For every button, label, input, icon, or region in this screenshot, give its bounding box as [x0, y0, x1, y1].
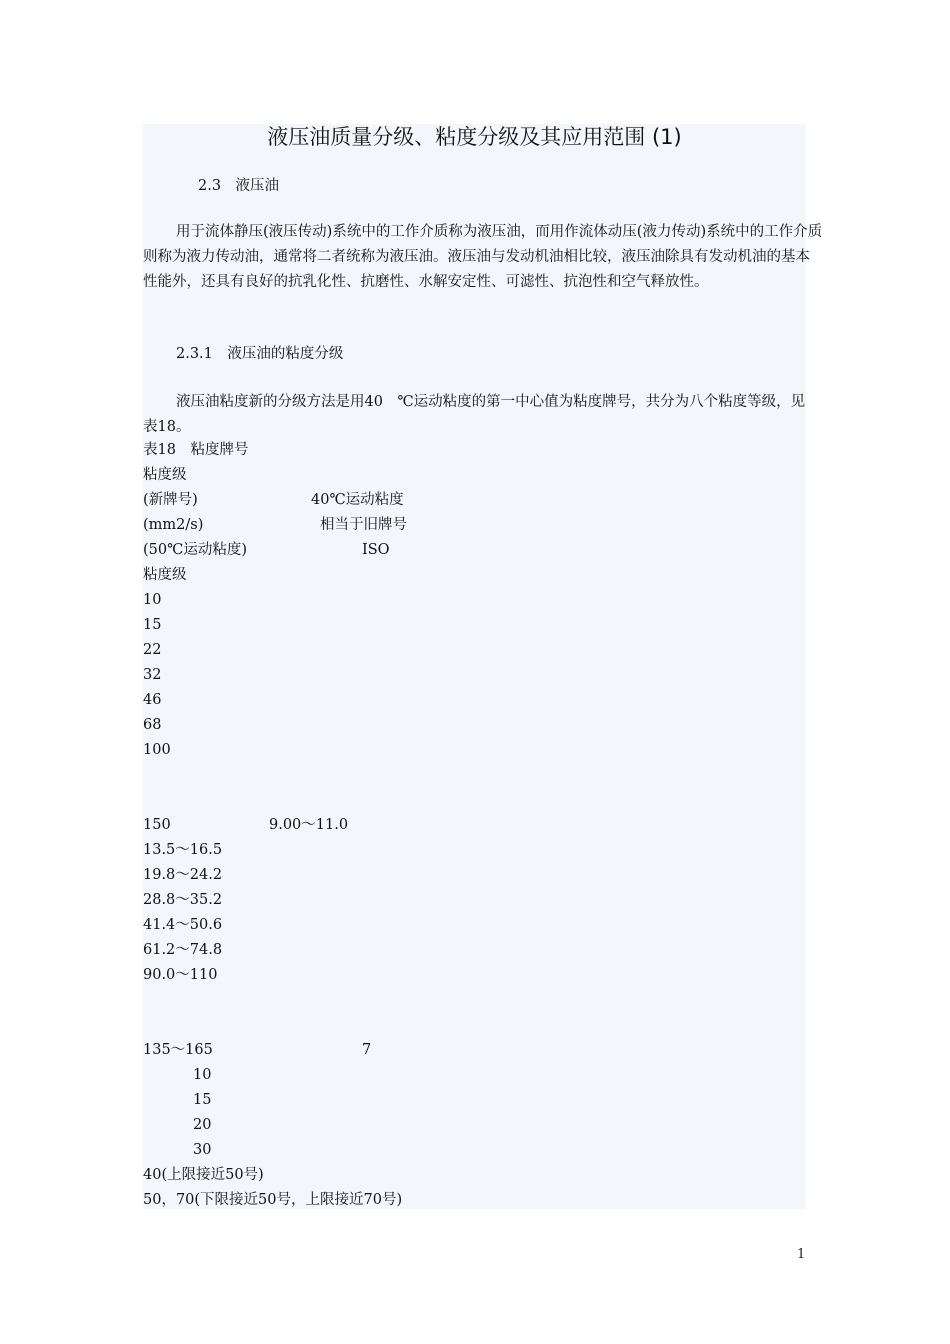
- table-header-cell: 相当于旧牌号: [320, 517, 407, 533]
- old-grade-value: 30: [193, 1142, 212, 1158]
- grade-value: 46: [143, 692, 162, 708]
- old-grade-value: 40(上限接近50号): [143, 1167, 264, 1183]
- old-grade-value: 50，70(下限接近50号，上限接近70号): [143, 1192, 403, 1208]
- viscosity-value: 61.2～74.8: [143, 942, 223, 958]
- viscosity-value: 13.5～16.5: [143, 842, 223, 858]
- grade-value: 32: [143, 667, 162, 683]
- grade-value: 10: [143, 592, 162, 608]
- table-header-cell: 40℃运动粘度: [311, 492, 404, 508]
- table-caption: 表18 粘度牌号: [143, 442, 249, 458]
- subsection-heading: 2.3.1 液压油的粘度分级: [176, 346, 344, 362]
- old-grade-value: 7: [362, 1042, 372, 1058]
- viscosity-value: 9.00～11.0: [269, 817, 349, 833]
- viscosity-value: 28.8～35.2: [143, 892, 223, 908]
- paragraph-intro: 用于流体静压(液压传动)系统中的工作介质称为液压油，而用作流体动压(液力传动)系统中的工作介质则称为液力传动油，通常将二者统称为液压油。液压油与发动机油相比较，液压油除具有发动机油的基本性能外，还具有良好的抗乳化性、抗磨性、水解安定性、可滤性、抗泡性和空气释放性。: [143, 224, 823, 290]
- table-header-cell: 粘度级: [143, 567, 187, 583]
- old-grade-value: 15: [193, 1092, 212, 1108]
- table-header-cell: (新牌号): [143, 492, 198, 508]
- viscosity-value: 135～165: [143, 1042, 213, 1058]
- section-heading: 2.3 液压油: [198, 178, 280, 194]
- grade-value: 22: [143, 642, 162, 658]
- table-header-cell: (mm2/s): [143, 517, 204, 533]
- table-header-cell: (50℃运动粘度): [143, 542, 247, 558]
- viscosity-value: 41.4～50.6: [143, 917, 223, 933]
- table-header-cell: ISO: [362, 542, 390, 558]
- old-grade-value: 10: [193, 1067, 212, 1083]
- page-number: 1: [797, 1247, 806, 1262]
- grade-value: 15: [143, 617, 162, 633]
- grade-value: 100: [143, 742, 171, 758]
- table-header-cell: 粘度级: [143, 467, 187, 483]
- old-grade-value: 20: [193, 1117, 212, 1133]
- paragraph-viscosity: 液压油粘度新的分级方法是用40 ℃运动粘度的第一中心值为粘度牌号，共分为八个粘度等级，见表18。: [143, 394, 806, 435]
- page-title: 液压油质量分级、粘度分级及其应用范围 (1): [267, 125, 682, 149]
- grade-value: 68: [143, 717, 162, 733]
- viscosity-value: 90.0～110: [143, 967, 218, 983]
- viscosity-value: 19.8～24.2: [143, 867, 223, 883]
- grade-value: 150: [143, 817, 171, 833]
